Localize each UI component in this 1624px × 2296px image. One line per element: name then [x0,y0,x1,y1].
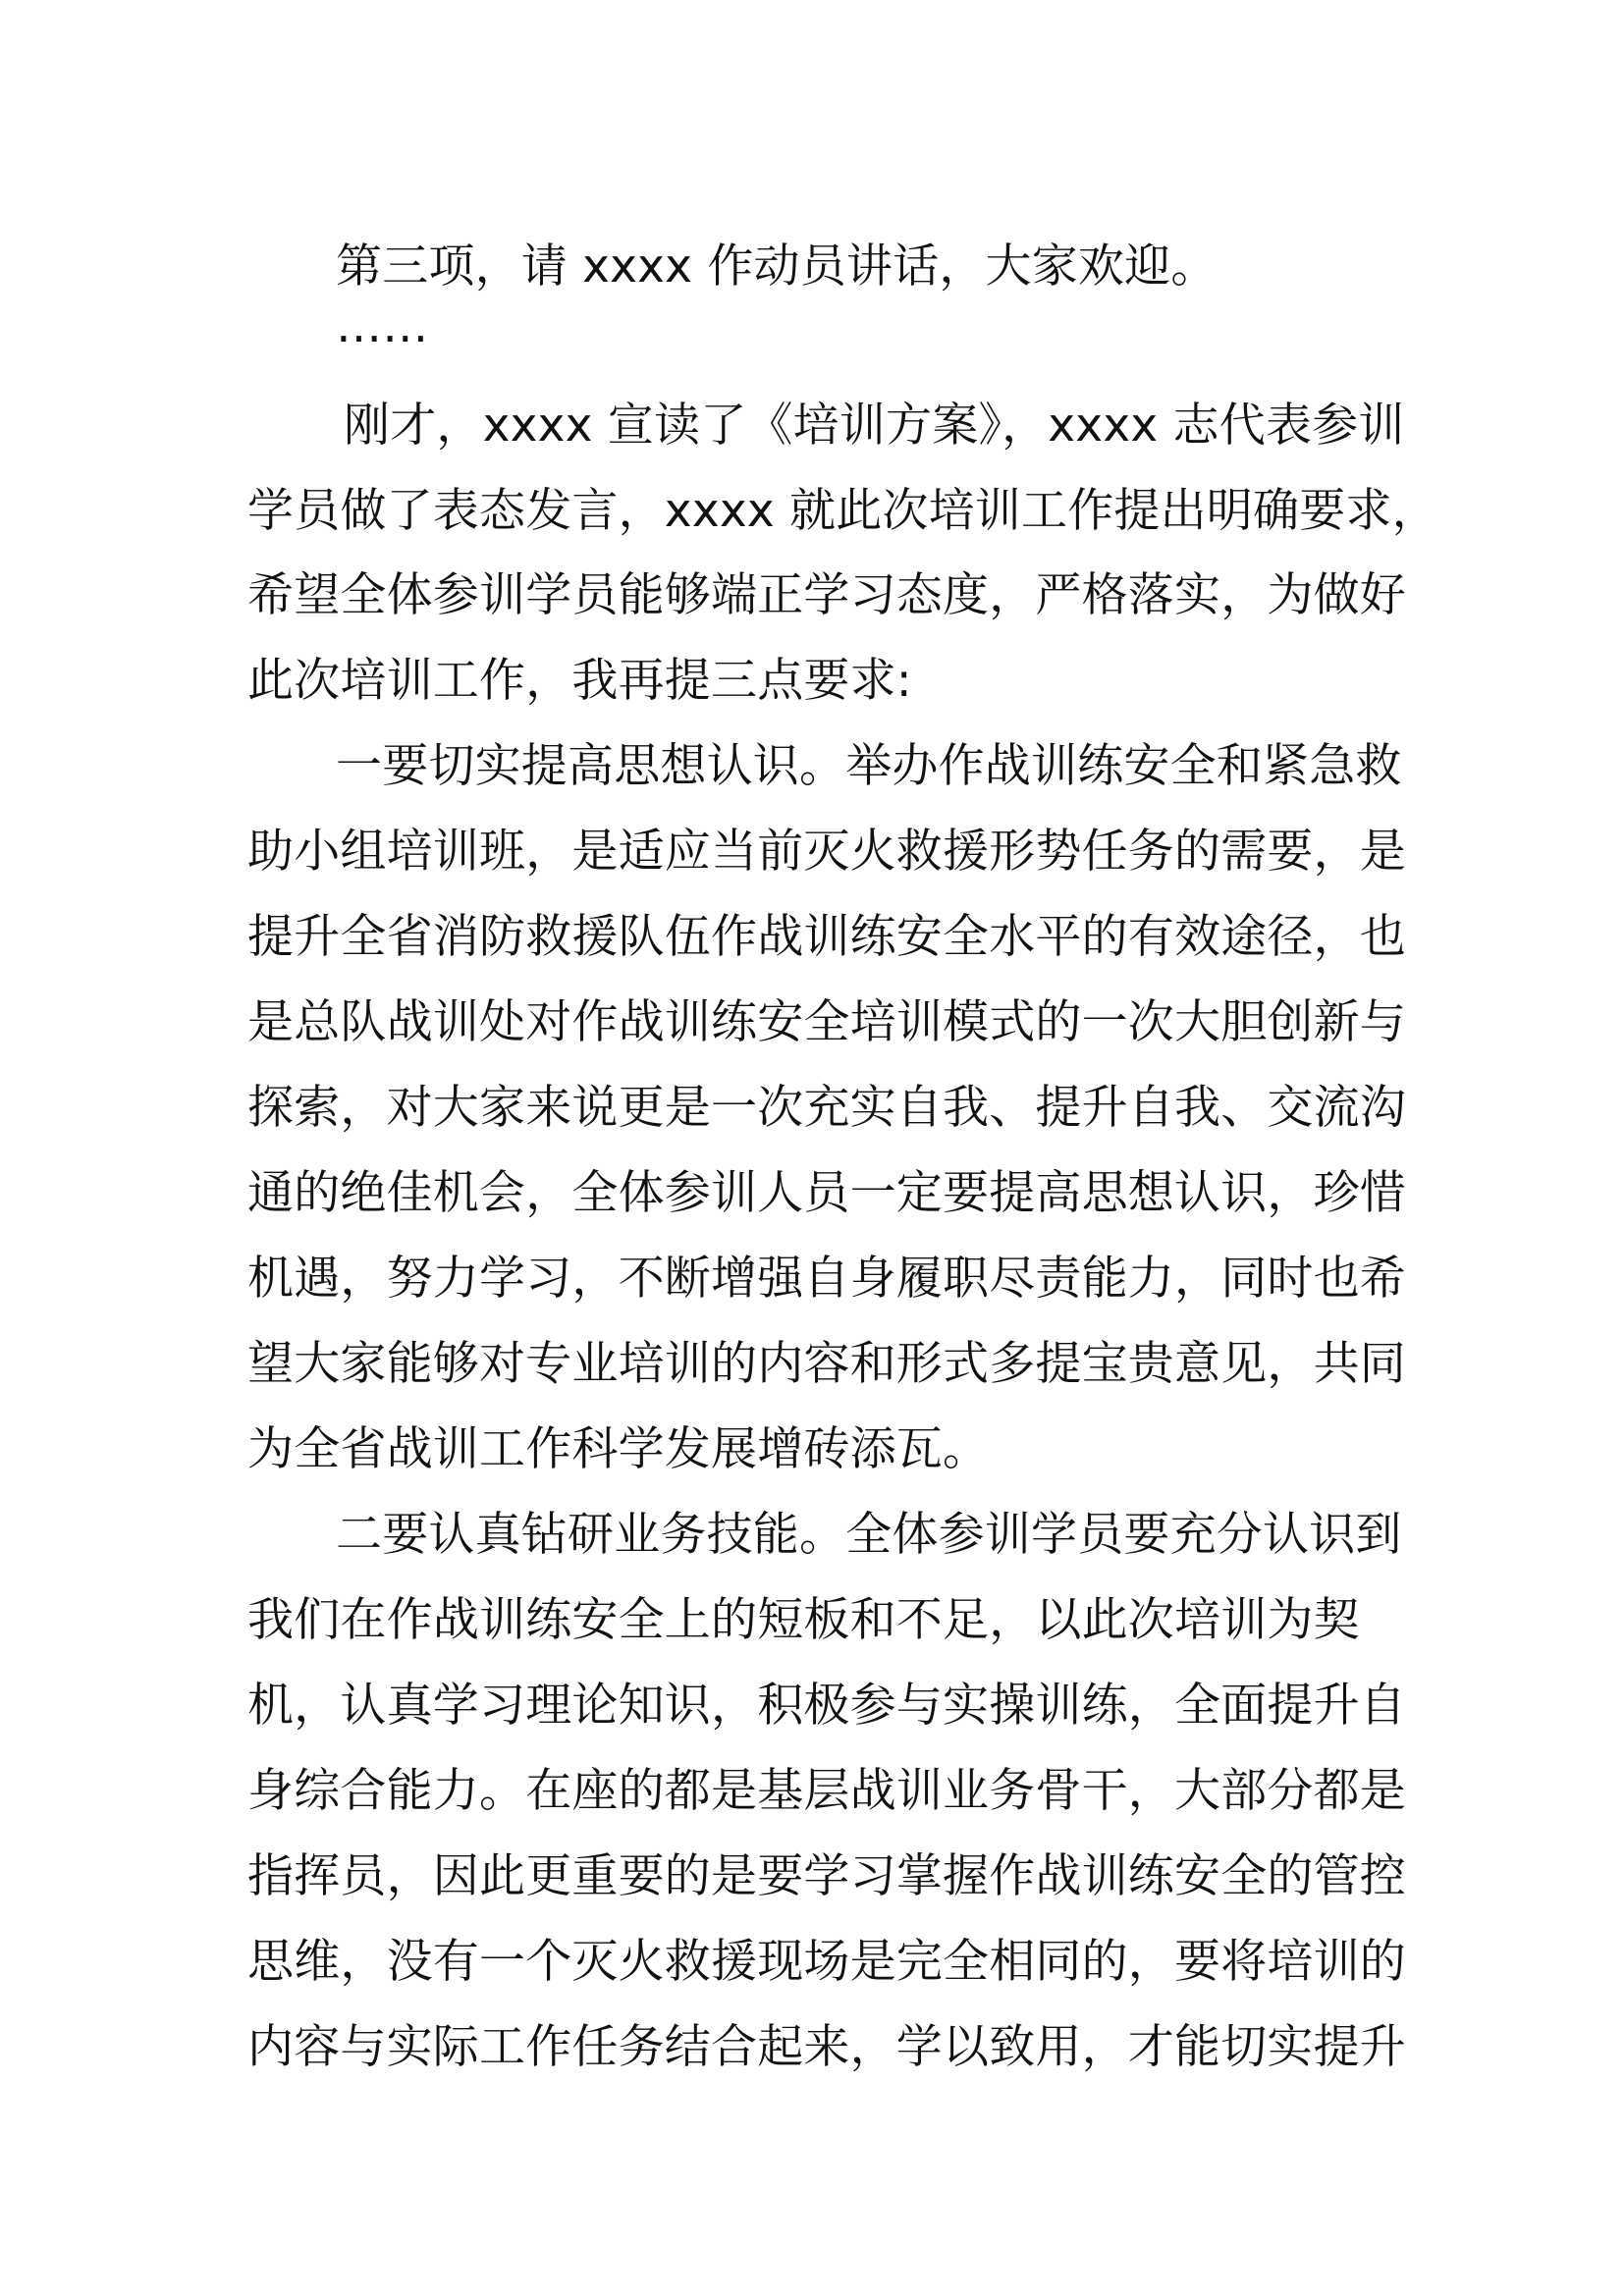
text-line: 学员做了表态发言，xxxx 就此次培训工作提出明确要求， [247,484,1438,538]
text-line: 指挥员，因此更重要的是要学习掌握作战训练安全的管控 [247,1849,1406,1903]
text-line: 望大家能够对专业培训的内容和形式多提宝贵意见，共同 [247,1337,1406,1391]
text-line: 是总队战训处对作战训练安全培训模式的一次大胆创新与 [247,995,1406,1049]
text-line: 此次培训工作，我再提三点要求: [247,654,912,708]
text-line: 思维，没有一个灭火救援现场是完全相同的，要将培训的 [247,1935,1406,1989]
text-line: 提升全省消防救援队伍作战训练安全水平的有效途径，也 [247,910,1406,964]
text-line: 第三项，请 xxxx 作动员讲话，大家欢迎。 [336,240,1218,294]
text-line: 探索，对大家来说更是一次充实自我、提升自我、交流沟 [247,1081,1406,1135]
text-line: 机遇，努力学习，不断增强自身履职尽责能力，同时也希 [247,1252,1406,1306]
text-line: 身综合能力。在座的都是基层战训业务骨干，大部分都是 [247,1764,1406,1818]
text-line: …… [336,299,429,353]
text-line: 我们在作战训练安全上的短板和不足，以此次培训为契 [247,1593,1360,1647]
text-line: 刚才，xxxx 宣读了《培训方案》，xxxx 志代表参训 [344,399,1405,453]
text-line: 一要切实提高思想认识。举办作战训练安全和紧急救 [336,739,1402,793]
text-line: 希望全体参训学员能够端正学习态度，严格落实，为做好 [247,568,1406,622]
text-line: 助小组培训班，是适应当前灭火救援形势任务的需要，是 [247,825,1406,879]
text-line: 为全省战训工作科学发展增砖添瓦。 [247,1422,990,1476]
text-line: 通的绝佳机会，全体参训人员一定要提高思想认识，珍惜 [247,1166,1406,1220]
text-line: 二要认真钻研业务技能。全体参训学员要充分认识到 [336,1508,1402,1562]
text-line: 内容与实际工作任务结合起来，学以致用，才能切实提升 [247,2020,1406,2074]
text-line: 机，认真学习理论知识，积极参与实操训练，全面提升自 [247,1679,1406,1733]
